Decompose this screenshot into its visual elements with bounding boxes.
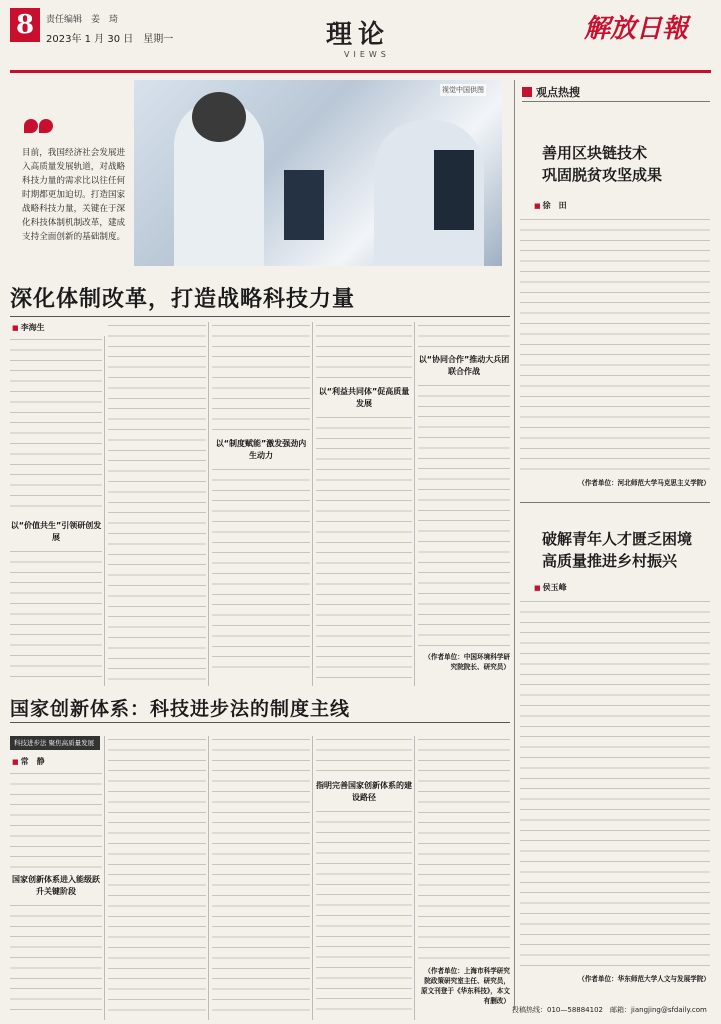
article2-col4 [316,736,412,1020]
right-article2-byline: （作者单位：华东师范大学人文与发展学院） [578,975,710,983]
article2-subhead-1: 国家创新体系进入能级跃升关键阶段 [12,875,100,896]
article1-subhead-3: 以“利益共同体”促高质量发展 [318,387,410,408]
article2-col2 [108,736,206,1020]
article1-col1 [10,336,102,686]
article2-author: ■ 常 静 [12,756,45,767]
article2-col5 [418,736,510,1020]
article1-author: ■ 李海生 [12,322,45,333]
photo-caption: 视觉中国供图 [442,86,484,94]
article1-subhead-4: 以“协同合作”推动大兵团联合作战 [418,355,510,376]
article1-col2 [108,322,206,686]
article1-byline: （作者单位：中国环境科学研究院院长、研究员） [424,653,510,671]
square-icon [522,87,532,97]
right-article2-headline[interactable]: 破解青年人才匮乏困境 高质量推进乡村振兴 [542,530,693,570]
hot-views-label: 观点热搜 [522,84,710,102]
quote-icon [24,118,54,136]
article1-col3 [212,322,310,686]
page-number: 8 [10,8,40,42]
article2-tag: 科技进步法 聚焦高质量发展 [10,736,100,750]
right-article1-headline[interactable]: 善用区块链技术 巩固脱贫攻坚成果 [542,144,663,184]
header-rule [10,70,711,73]
article2-col3 [212,736,310,1020]
column-divider [514,80,515,1010]
issue-date: 2023年 1 月 30 日 星期一 [46,34,174,45]
article2-headline[interactable]: 国家创新体系：科技进步法的制度主线 [10,698,351,720]
article1-col5 [418,322,510,686]
article2-col1 [10,770,102,1020]
divider [10,722,510,723]
section-title: 理论 [326,20,391,50]
intro-blurb: 目前，我国经济社会发展进入高质量发展轨道，对战略科技力量的需求比以往任何时期都更加迫切。打造国家战略科技力量，关键在于深化科技体制机制改革，建成支持全面创新的基础制度。 [22,148,126,242]
footer-contact: 投稿热线：010—58884102 邮箱：jiangjing@sfdaily.com [512,1006,707,1014]
article2-subhead-2: 指明完善国家创新体系的建设路径 [316,781,412,802]
right-article1-author: ■ 徐 田 [534,200,567,211]
newspaper-logo: 解放日報 [584,14,689,44]
article1-col4 [316,322,412,686]
article1-headline[interactable]: 深化体制改革，打造战略科技力量 [10,287,356,312]
lab-photo [134,80,502,266]
article1-subhead-2: 以“制度赋能”激发强劲内生动力 [215,439,307,460]
divider [10,316,510,317]
right-article1-body [520,216,710,494]
right-article2-body [520,598,710,990]
section-title-en: VIEWS [344,50,390,59]
article2-byline: （作者单位：上海市科学研究院政策研究室主任、研究员，原文刊登于《华东科技》，本文有删改） [420,967,510,1005]
divider [520,502,710,503]
right-article2-author: ■ 侯玉峰 [534,582,567,593]
article1-subhead-1: 以“价值共生”引领研创发展 [10,521,102,542]
editor-label: 责任编辑 姜 琦 [46,15,119,25]
right-article1-byline: （作者单位：河北师范大学马克思主义学院） [578,479,710,487]
